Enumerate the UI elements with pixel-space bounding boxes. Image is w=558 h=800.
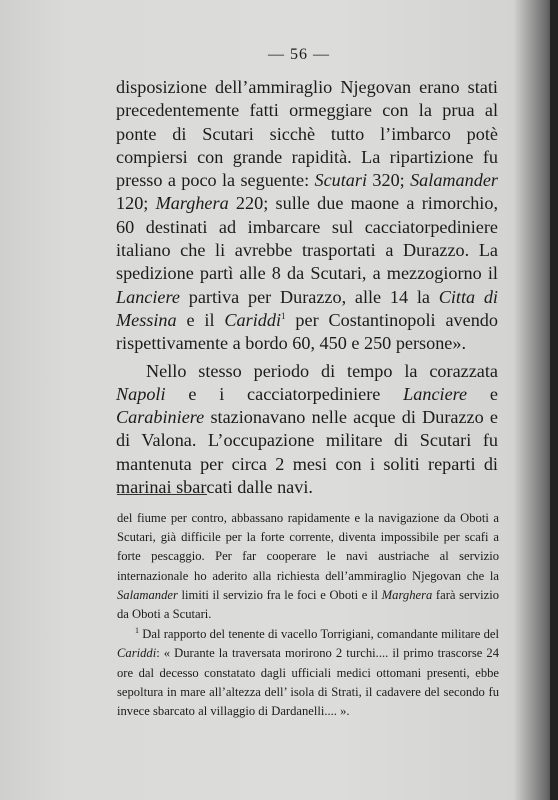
italic-text: Scutari <box>314 170 368 191</box>
footnote-marker: 1 <box>281 310 286 321</box>
italic-text: Lanciere <box>403 383 468 404</box>
footnote-marker: 1 <box>135 626 139 636</box>
page-edge-shadow <box>550 0 558 800</box>
footnote-separator <box>117 494 207 495</box>
italic-text: Salamander <box>117 587 178 602</box>
italic-text: Napoli <box>116 383 166 404</box>
footnotes <box>117 509 499 721</box>
footnote-continued: del fiume per contro, abbassano rapidamente e la navigazione da Oboti a Scutari, già difficile per la forte corrente, diventa impossibile per scafi a forte pescaggio. Per far cooperare le navi austriache al servizio internazionale ho aderito alla richiesta dell’ammiraglio Njegovan che la Salamander limiti il servizio fra le foci e Oboti e il Marghera farà servizio da Oboti a Scutari. <box>117 511 500 622</box>
paragraph-1: disposizione dell’ammiraglio Njegovan erano stati precedentemente fatti ormeggiare con la prua al ponte di Scutari sicchè tutto l’imbarco potè compiersi con grande rapidità. La ripartizione fu presso a poco la seguente: Scutari 320; Salamander 120; Marghera 220; sulle due maone a rimorchio, 60 destinati ad imbarcare sul cacciatorpediniere italiano che li avrebbe trasportati a Durazzo. La spedizione partì alle 8 da Scutari, a mezzogiorno il Lanciere partiva per Durazzo, alle 14 la Citta di Messina e il Cariddi$^1$ per Costantinopoli avendo rispettivamente a bordo 60, 450 e 250 persone». <box>116 77 498 354</box>
italic-text: Cariddi <box>224 309 282 330</box>
page-number: — 56 — <box>268 46 330 63</box>
paragraph-2: Nello stesso periodo di tempo la corazzata Napoli e i cacciatorpediniere Lanciere e Carabiniere stazionavano nelle acque di Durazzo e di Valona. L’occupazione militare di Scutari fu mantenuta per circa 2 mesi con i soliti reparti di marinai sbarcati dalle navi. <box>116 360 498 498</box>
italic-text: Cariddi <box>117 646 157 661</box>
italic-text: Citta di Messina <box>116 286 498 330</box>
footnote-1: $^1$ Dal rapporto del tenente di vacello Torrigiani, comandante militare del Cariddi: « Durante la traversata morirono 2 turchi.... il primo trascorse 24 ore dal decesso constatato dagli ufficiali medici ottomani presenti, ebbe sepoltura in mare all’altezza dell’ isola di Strati, il cadavere del secondo fu invece sbarcato al villaggio di Dardanelli.... ». <box>117 626 499 719</box>
italic-text: Marghera <box>381 587 433 602</box>
italic-text: Carabiniere <box>116 407 205 428</box>
main-text <box>116 76 498 499</box>
italic-text: Marghera <box>155 193 229 214</box>
italic-text: Salamander <box>410 170 498 191</box>
italic-text: Lanciere <box>116 286 180 307</box>
